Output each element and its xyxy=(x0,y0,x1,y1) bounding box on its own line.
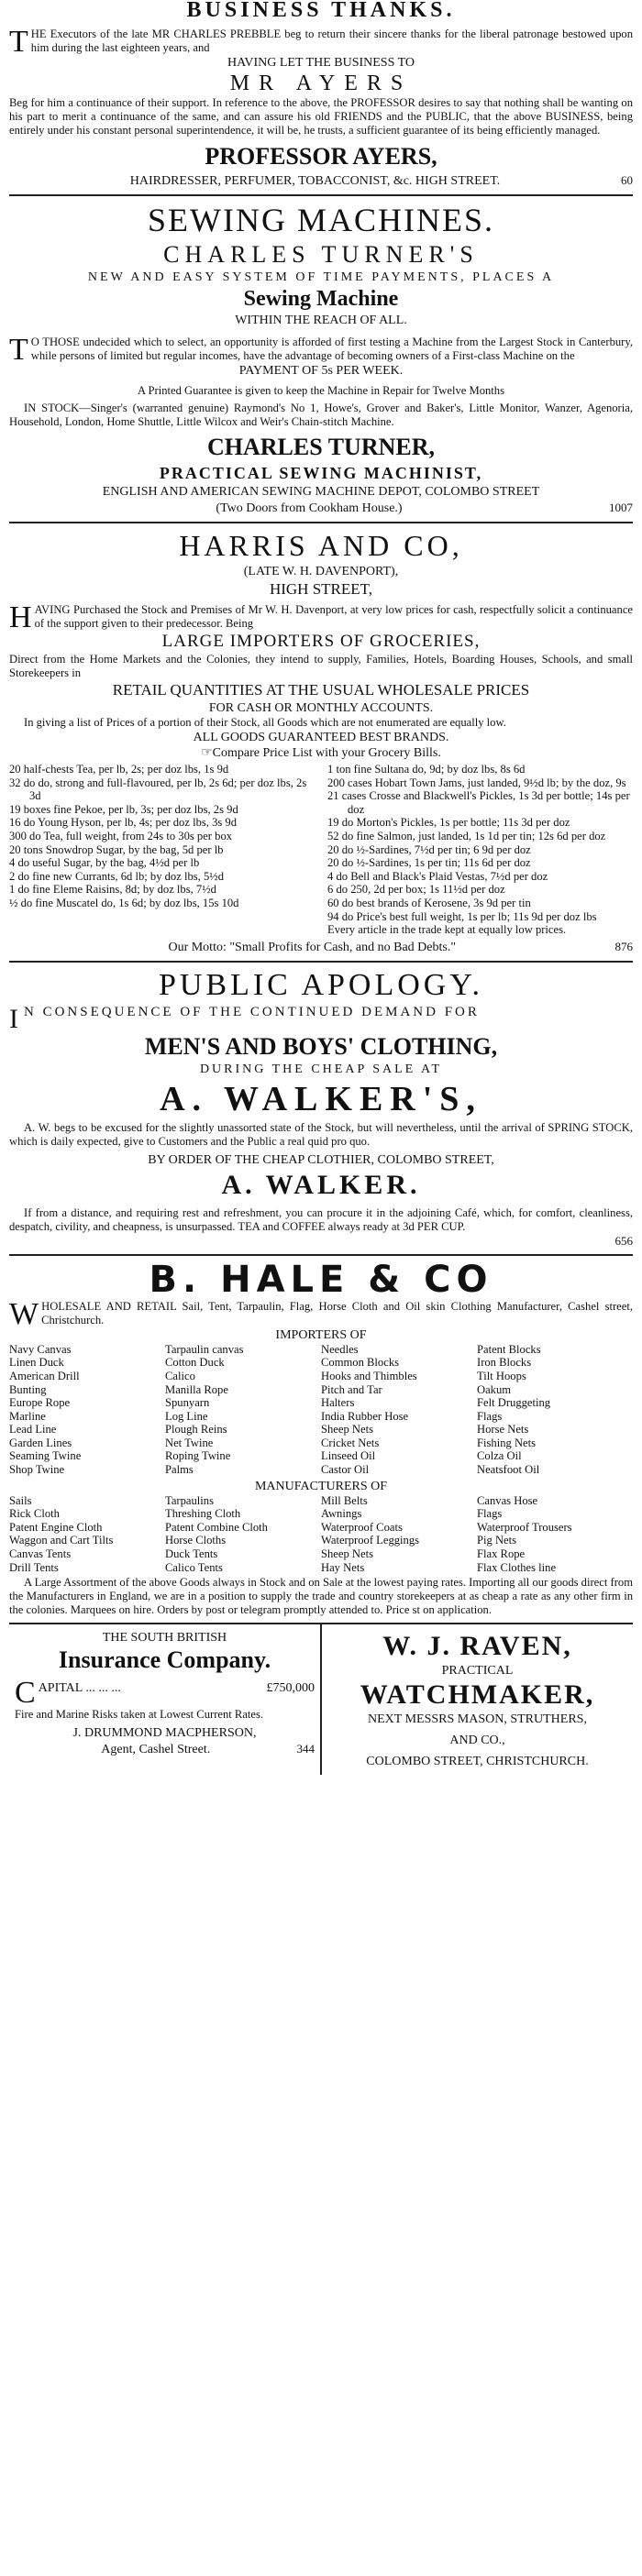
ad-title: HARRIS AND CO, xyxy=(179,529,463,562)
list-item: Tarpaulin canvas xyxy=(165,1342,244,1356)
list-item: Sails xyxy=(9,1493,32,1507)
list-item: Duck Tents xyxy=(165,1547,218,1561)
ad-ref-number: 876 xyxy=(614,939,633,953)
list-item: 1 ton fine Sultana do, 9d; by doz lbs, 8s 6d xyxy=(327,763,526,776)
list-item: Fishing Nets xyxy=(477,1436,537,1449)
price-list-left xyxy=(9,763,315,937)
walker-signature: A. WALKER. xyxy=(221,1169,421,1200)
raven-practical: PRACTICAL xyxy=(441,1664,514,1679)
stock-line: IN STOCK—Singer's (warranted genuine) Raymond's No 1, Howe's, Grover and Baker's, Little Monitor, Wanzer, Agenoria, Household, London, Home Shuttle, Little Wilcox and Weir's Chain-stitch Machine. xyxy=(9,402,633,428)
manufacturers-col xyxy=(477,1494,633,1575)
consequence-line: I N CONSEQUENCE OF THE CONTINUED DEMAND FOR xyxy=(9,1003,480,1034)
list-item: Lead Line xyxy=(9,1423,57,1437)
list-item: Cotton Duck xyxy=(165,1356,225,1370)
compare-line: ☞Compare Price List with your Grocery Bills. xyxy=(201,746,441,760)
machinist-role: PRACTICAL SEWING MACHINIST, xyxy=(159,464,483,482)
ad-ref-number: 1007 xyxy=(609,501,633,514)
list-item: 20 tons Snowdrop Sugar, by the bag, 5d per lb xyxy=(9,842,224,856)
list-item: Patent Combine Cloth xyxy=(165,1520,268,1534)
list-item: Threshing Cloth xyxy=(165,1507,241,1521)
list-item: Sheep Nets xyxy=(321,1423,374,1437)
list-item: Net Twine xyxy=(165,1436,214,1449)
list-item: Patent Engine Cloth xyxy=(9,1520,103,1534)
list-item: Linseed Oil xyxy=(321,1449,376,1463)
walker-name: A. WALKER'S, xyxy=(160,1079,482,1118)
retail-heading: RETAIL QUANTITIES AT THE USUAL WHOLESALE PRICES xyxy=(112,681,530,699)
ad-paragraph-2: A Large Assortment of the above Goods always in Stock and on Sale at the lowest paying rates. Importing all our goods direct from the Manufacturers in England, we are in a position to supply the trade and country storekeepers at as cheap a rate as any other firm in the colonies. Marquees on hire. Orders by post or telegram promptly attended to. Price st on application. xyxy=(9,1576,633,1617)
importers-list xyxy=(9,1343,633,1477)
ad-ref-number: 60 xyxy=(621,173,633,187)
list-item: Shop Twine xyxy=(9,1463,65,1477)
ad-intro: THE Executors of the late MR CHARLES PREBBLE beg to return their sincere thanks for the liberal patronage bestowed upon him during the last eighteen years, and xyxy=(9,25,633,59)
list-item: Cricket Nets xyxy=(321,1436,380,1449)
list-item: Marline xyxy=(9,1409,46,1423)
list-item: Pitch and Tar xyxy=(321,1382,382,1396)
list-item: Waterproof Coats xyxy=(321,1520,403,1534)
list-item: Spunyarn xyxy=(165,1396,210,1410)
importers-col xyxy=(165,1343,321,1477)
list-item: 20 do ½-Sardines, 7½d per tin; 6 9d per doz xyxy=(327,842,531,856)
list-item: Needles xyxy=(321,1342,359,1356)
ad-ref-number: 344 xyxy=(296,1742,315,1756)
list-item: Horse Nets xyxy=(477,1423,529,1437)
importers-heading: LARGE IMPORTERS OF GROCERIES, xyxy=(161,632,481,651)
list-item: Manilla Rope xyxy=(165,1382,228,1396)
manufacturers-col xyxy=(165,1494,321,1575)
ad-title: B. HALE & CO xyxy=(149,1258,493,1301)
raven-trade: WATCHMAKER, xyxy=(360,1679,595,1711)
street-line: HIGH STREET, xyxy=(269,580,373,598)
during-line: DURING THE CHEAP SALE AT xyxy=(199,1062,443,1076)
product-heading: Sewing Machine xyxy=(243,287,399,311)
cash-line: FOR CASH OR MONTHLY ACCOUNTS. xyxy=(208,701,434,715)
list-item: 20 do ½-Sardines, 1s per tin; 11s 6d per doz xyxy=(327,856,531,870)
list-item: Roping Twine xyxy=(165,1449,231,1463)
motto-line: Our Motto: "Small Profits for Cash, and no Bad Debts." 876 xyxy=(168,939,633,954)
list-item: Plough Reins xyxy=(165,1423,227,1437)
list-item: 32 do do, strong and full-flavoured, per lb, 2s 6d; per doz lbs, 2s 3d xyxy=(9,776,307,803)
late-line: (LATE W. H. DAVENPORT), xyxy=(243,565,399,578)
list-item: Hay Nets xyxy=(321,1560,365,1574)
list-item: 16 do Young Hyson, per lb, 4s; per doz lbs, 3s 9d xyxy=(9,816,238,830)
list-item: Pig Nets xyxy=(477,1534,517,1547)
importers-col xyxy=(321,1343,477,1477)
professor-name: PROFESSOR AYERS, xyxy=(205,143,437,170)
ad-public-apology xyxy=(9,963,633,1256)
raven-name: W. J. RAVEN, xyxy=(382,1631,572,1662)
list-item: Calico Tents xyxy=(165,1560,223,1574)
ad-paragraph-3: In giving a list of Prices of a portion of their Stock, all Goods which are not enumerated are equally low. xyxy=(24,716,506,729)
list-item: Hooks and Thimbles xyxy=(321,1369,417,1382)
insurance-name: Insurance Company. xyxy=(58,1646,271,1674)
list-item: Palms xyxy=(165,1463,194,1477)
capital-line: CAPITAL ... ... ... £750,000 xyxy=(15,1676,315,1711)
ad-ref-number: 656 xyxy=(614,1233,633,1248)
importers-col xyxy=(477,1343,633,1477)
ad-hale-and-co xyxy=(9,1256,633,1624)
doors-line: (Two Doors from Cookham House.) 1007 xyxy=(216,501,633,515)
ad-sewing-machines xyxy=(9,196,633,523)
list-item: 94 do Price's best full weight, 1s per lb; 11s 9d per doz lbs xyxy=(327,909,597,923)
list-item: 1 do fine Eleme Raisins, 8d; by doz lbs, 7½d xyxy=(9,883,216,897)
list-item: 200 cases Hobart Town Jams, just landed, 9½d lb; by the doz, 9s xyxy=(327,776,626,789)
price-list-right xyxy=(327,763,633,937)
ad-paragraph: WHOLESALE AND RETAIL Sail, Tent, Tarpaulin, Flag, Horse Cloth and Oil skin Clothing Manufacturer, Cashel street, Christchurch. xyxy=(9,1296,633,1331)
list-item: Bunting xyxy=(9,1382,47,1396)
list-item: Flax Clothes line xyxy=(477,1560,557,1574)
depot-line: ENGLISH AND AMERICAN SEWING MACHINE DEPOT, COLOMBO STREET xyxy=(102,485,540,499)
list-item: Colza Oil xyxy=(477,1449,522,1463)
list-item: Canvas Tents xyxy=(9,1547,72,1561)
list-item: Iron Blocks xyxy=(477,1356,532,1370)
list-item: 4 do Bell and Black's Plaid Vestas, 7½d per doz xyxy=(327,869,548,883)
list-item: 52 do fine Salmon, just landed, 1s 1d per tin; 12s 6d per doz xyxy=(327,829,606,842)
order-line: BY ORDER OF THE CHEAP CLOTHIER, COLOMBO STREET, xyxy=(148,1152,494,1167)
list-item: Awnings xyxy=(321,1507,362,1521)
ad-paragraph: T O THOSE undecided which to select, an opportunity is afforded of first testing a Machine from the Largest Stock in Canterbury, while persons of limited but regular incomes, have the advantage of becoming owners of a First-class Machine on the xyxy=(9,333,633,367)
list-item: India Rubber Hose xyxy=(321,1409,409,1423)
list-item: Tarpaulins xyxy=(165,1493,214,1507)
list-item: Oakum xyxy=(477,1382,512,1396)
mr-ayers-heading: MR AYERS xyxy=(229,72,413,95)
price-list xyxy=(9,763,633,937)
raven-next: NEXT MESSRS MASON, STRUTHERS, xyxy=(368,1712,587,1727)
list-item: Europe Rope xyxy=(9,1396,71,1410)
ad-south-british-insurance xyxy=(9,1624,322,1775)
list-item: Felt Druggeting xyxy=(477,1396,551,1410)
agent-name: J. DRUMMOND MACPHERSON, xyxy=(72,1726,257,1741)
ad-raven-watchmaker xyxy=(322,1624,633,1775)
list-item: 300 do Tea, full weight, from 24s to 30s per box xyxy=(9,829,233,842)
ad-title: BUSINESS THANKS. xyxy=(186,0,456,22)
list-item: Drill Tents xyxy=(9,1560,59,1574)
list-item: Horse Cloths xyxy=(165,1534,227,1547)
list-item: Waggon and Cart Tilts xyxy=(9,1534,114,1547)
list-item: 60 do best brands of Kerosene, 3s 9d per tin xyxy=(327,896,531,909)
agent-addr-line: Agent, Cashel Street. 344 xyxy=(101,1742,315,1757)
list-item: Waterproof Leggings xyxy=(321,1534,420,1547)
importers-col xyxy=(9,1343,165,1477)
manufacturers-list xyxy=(9,1494,633,1575)
list-item: Flags xyxy=(477,1507,503,1521)
raven-andco: AND CO., xyxy=(449,1734,505,1748)
list-item: Every article in the trade kept at equally low prices. xyxy=(327,923,567,937)
list-item: Sheep Nets xyxy=(321,1547,374,1561)
list-item: 20 half-chests Tea, per lb, 2s; per doz lbs, 1s 9d xyxy=(9,763,229,776)
manufacturers-col xyxy=(9,1494,165,1575)
list-item: Castor Oil xyxy=(321,1463,370,1477)
list-item: Common Blocks xyxy=(321,1356,400,1370)
risks-line: Fire and Marine Risks taken at Lowest Current Rates. xyxy=(15,1708,264,1722)
list-item: 19 boxes fine Pekoe, per lb, 3s; per doz lbs, 2s 9d xyxy=(9,802,238,816)
list-item: 19 do Morton's Pickles, 1s per bottle; 11s 3d per doz xyxy=(327,816,570,830)
ad-paragraph: A. W. begs to be excused for the slightly unassorted state of the Stock, but will nevertheless, until the arrival of SPRING STOCK, which is daily expected, give to Customers and the Public a real quid pro quo. xyxy=(9,1120,633,1148)
list-item: American Drill xyxy=(9,1369,80,1382)
ad-title: PUBLIC APOLOGY. xyxy=(158,967,484,1002)
list-item: 6 do 250, 2d per box; 1s 11½d per doz xyxy=(327,883,505,897)
ad-paragraph: HAVING Purchased the Stock and Premises of Mr W. H. Davenport, at very low prices for cash, respectfully solicit a continuance of the support given to their predecessor. Being xyxy=(9,600,633,634)
professor-trade-line: HAIRDRESSER, PERFUMER, TOBACCONIST, &c. HIGH STREET. 60 xyxy=(129,173,633,188)
ad-title: SEWING MACHINES. xyxy=(148,202,494,238)
manufacturers-heading: MANUFACTURERS OF xyxy=(254,1479,388,1493)
list-item: Canvas Hose xyxy=(477,1493,538,1507)
list-item: Halters xyxy=(321,1396,355,1410)
list-item: 4 do useful Sugar, by the bag, 4½d per lb xyxy=(9,856,200,870)
list-item: Rick Cloth xyxy=(9,1507,60,1521)
having-let: HAVING LET THE BUSINESS TO xyxy=(227,56,415,70)
list-item: Mill Belts xyxy=(321,1493,368,1507)
list-item: Log Line xyxy=(165,1409,208,1423)
brands-line: ALL GOODS GUARANTEED BEST BRANDS. xyxy=(193,731,449,744)
insurance-pre: THE SOUTH BRITISH xyxy=(102,1631,227,1646)
list-item: 21 cases Crosse and Blackwell's Pickles, 1s 3d per bottle; 14s per doz xyxy=(327,789,630,816)
manufacturers-col xyxy=(321,1494,477,1575)
turner-name: CHARLES TURNER'S xyxy=(163,241,479,268)
list-item: Neatsfoot Oil xyxy=(477,1463,540,1477)
turner-name-2: CHARLES TURNER, xyxy=(206,434,435,460)
list-item: Calico xyxy=(165,1369,195,1382)
list-item: Waterproof Trousers xyxy=(477,1520,572,1534)
ad-harris-and-co xyxy=(9,523,633,963)
ad-body: Beg for him a continuance of their support. In reference to the above, the PROFESSOR desires to say that nothing shall be wanting on his part to merit a continuance of the same, and can assure his old FRIENDS and the PUBLIC, that the above BUSINESS, being entirely under his constant personal superintendence, it will be, he trusts, a sufficient guarantee of its being efficiently managed. xyxy=(9,96,633,137)
list-item: ½ do fine Muscatel do, 1s 6d; by doz lbs, 15s 10d xyxy=(9,896,239,909)
list-item: 2 do fine new Currants, 6d lb; by doz lbs, 5½d xyxy=(9,869,225,883)
ad-business-thanks xyxy=(9,0,633,196)
list-item: Navy Canvas xyxy=(9,1342,72,1356)
importers-heading: IMPORTERS OF xyxy=(275,1327,367,1342)
capital-amount: £750,000 xyxy=(266,1681,315,1696)
ad-paragraph-2: Direct from the Home Markets and the Colonies, they intend to supply, Families, Hotels, Boarding Houses, Schools, and small Storekeepers in xyxy=(9,653,633,679)
list-item: Garden Lines xyxy=(9,1436,72,1449)
list-item: Seaming Twine xyxy=(9,1449,82,1463)
payment-line: PAYMENT OF 5s PER WEEK. xyxy=(238,364,404,378)
list-item: Linen Duck xyxy=(9,1356,64,1370)
bottom-ads-row xyxy=(9,1623,633,1775)
list-item: Patent Blocks xyxy=(477,1342,541,1356)
raven-street: COLOMBO STREET, CHRISTCHURCH. xyxy=(366,1755,589,1769)
within-reach: WITHIN THE REACH OF ALL. xyxy=(235,314,407,327)
clothing-heading: MEN'S AND BOYS' CLOTHING, xyxy=(144,1032,498,1060)
ad-paragraph-2: If from a distance, and requiring rest and refreshment, you can procure it in the adjoining Café, which, for comfort, cleanliness, despatch, civility, and cheapness, is unsurpassed. TEA and COFFEE always ready at 3d PER CUP. xyxy=(9,1205,633,1233)
guarantee-line: A Printed Guarantee is given to keep the Machine in Repair for Twelve Months xyxy=(137,384,505,397)
list-item: Tilt Hoops xyxy=(477,1369,526,1382)
list-item: Flax Rope xyxy=(477,1547,526,1561)
list-item: Flags xyxy=(477,1409,503,1423)
new-easy-line: NEW AND EASY SYSTEM OF TIME PAYMENTS, PLACES A xyxy=(87,270,555,284)
